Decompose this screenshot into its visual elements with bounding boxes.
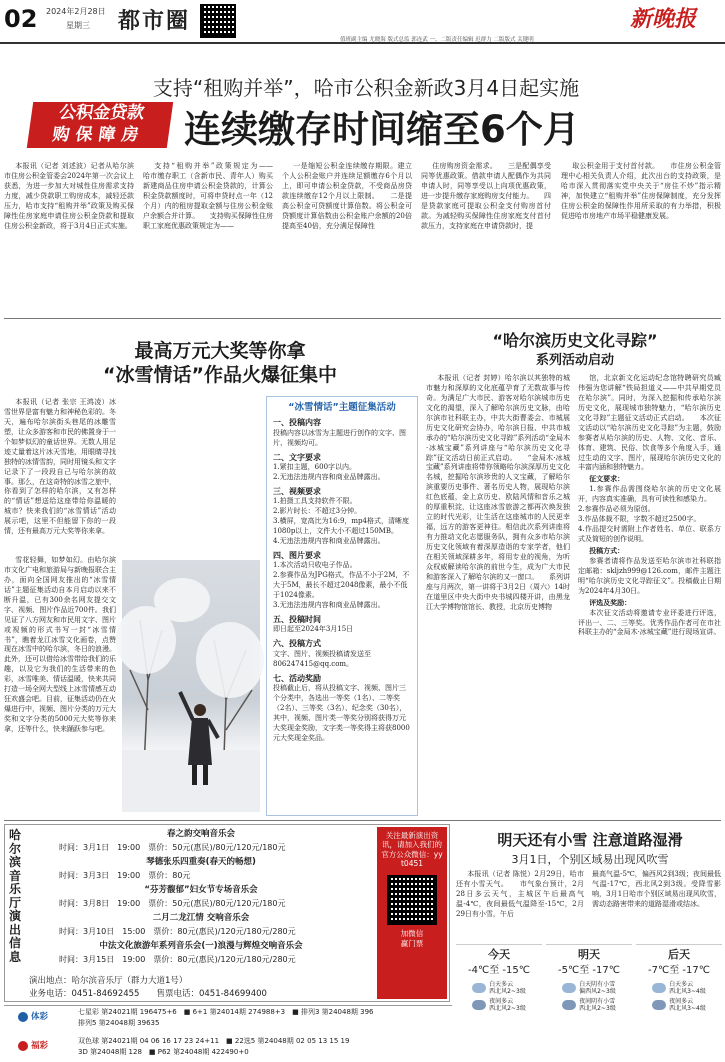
issue-date: 2024年2月28日 <box>46 7 106 16</box>
concert-title: “芬芳馥郁”妇女节专场音乐会 <box>144 885 258 895</box>
lottery-welfare-row-2: 3D 第24048期 128 ■ P62 第24048期 422490+0 <box>78 1048 249 1056</box>
weather-subtitle: 3月1日，个别区域易出现风吹雪 <box>511 853 669 866</box>
history-eval-title: 评选及奖励： <box>589 598 632 607</box>
lottery-welfare-icon <box>18 1041 28 1051</box>
concert-time: 时间：3月3日 19:00 票价：80元 <box>59 871 191 880</box>
lead-column-1: 本报讯（记者 刘述波）记者从哈尔滨市住房公积金管委会2024年第一次会议上获悉，为进一步加大对城性住房需求支持力度，减少贷款职工购房成本，减轻还款压力，哈市支持“租购并举”政策及购买保障性住房家庭申请住房公积金贷款和提取住房公积金新政，将于3月4日正式实施。 <box>4 162 134 230</box>
forecast-day-name: 后天 <box>668 948 690 961</box>
ice-box-heading: 一、投稿内容 <box>273 418 321 428</box>
ice-box-heading: 六、投稿方式 <box>273 639 321 649</box>
lead-main-title: 连续缴存时间缩至6个月 <box>184 108 580 151</box>
forecast-day-condition: 白天多云 <box>489 980 514 988</box>
concert-time: 时间：3月1日 19:00 票价：50元(惠民)/80元/120元/180元 <box>59 843 286 852</box>
ice-title-2: “冰雪情话”作品火爆征集中 <box>103 364 337 386</box>
cloud-icon <box>652 983 666 993</box>
lottery-welfare-label: 福彩 <box>18 1040 48 1052</box>
concert-qr-text: 关注最新演出资讯，请加入我们的官方公众微信：yyt0451 <box>381 831 443 869</box>
history-title-1: “哈尔滨历史文化寻踪” <box>492 331 658 350</box>
section-title: 都市圈 <box>118 9 191 34</box>
concert-time: 时间：3月15日 19:00 票价：80元(惠民)/120元/180元/280元 <box>59 955 296 964</box>
night-cloud-icon <box>472 1000 486 1010</box>
concert-qr-panel <box>377 827 447 999</box>
lead-column-3: 一是缩短公积金连续缴存期限。建立个人公积金账户并连续足额缴存6个月以上，即可申请公积金贷款，不受商品房贷款连续缴存12个月以上限制。 二是提高公积金可贷额度计算倍数。将公积金可贷额度计算倍数由公积金账户余额的20倍提高至40倍，充分满足保障性 <box>282 162 412 230</box>
lottery-sports-row-2: 排列5 第24048期 39635 <box>78 1019 160 1027</box>
concert-venue: 演出地点：哈尔滨音乐厅（群力大道1号） <box>29 976 188 986</box>
lottery-welfare-row: 双色球 第24021期 04 06 16 17 23 24+11 ■ 22选5 第24048期 02 05 13 15 19 <box>78 1037 350 1045</box>
cloud-icon <box>562 983 576 993</box>
ice-title-1: 最高万元大奖等你拿 <box>134 340 306 362</box>
forecast-day <box>456 944 542 1028</box>
concert-time: 时间：3月8日 19:00 票价：50元(惠民)/80元/120元/180元 <box>59 899 286 908</box>
ice-box-heading: 三、视频要求 <box>273 486 321 496</box>
ice-box-text: 文字、图片、视频投稿请发送至806247415@qq.com。 <box>273 649 371 668</box>
night-cloud-icon <box>562 1000 576 1010</box>
page-number: 02 <box>4 5 38 33</box>
concert-title: 春之韵交响音乐会 <box>166 829 235 839</box>
lead-tag-line1: 公积金贷款 <box>57 103 146 123</box>
concert-list <box>29 827 373 967</box>
ice-box-text: 1.本次活动只收电子作品。 2.参赛作品为JPG格式，作品不小于2M，不大于5M，最长不超过2048像素，最小不低于1024像素。 3.无违法违规内容和商业品牌露出。 <box>273 561 410 610</box>
forecast-night-wind: 西北风3~4级 <box>669 1005 706 1013</box>
concert-panel <box>4 824 450 1002</box>
history-submit-title: 投稿方式： <box>589 546 625 555</box>
divider <box>4 820 721 821</box>
forecast-day-name: 明天 <box>578 948 600 961</box>
forecast-day-wind: 偏西风2~3级 <box>579 987 616 995</box>
paper-logo: 新晚报 <box>630 6 697 32</box>
ice-box-items <box>273 417 411 743</box>
ice-box-heading: 四、图片要求 <box>273 551 321 560</box>
weather-column-2: 最高气温-5℃，偏西风2到3级；夜间最低气温-17℃，西北风2到3级。受降雪影响，3月1日哈市个别区域易出现风吹雪，需动态路害带来的道路湿滑或结冰。 <box>592 870 721 908</box>
issue-weekday: 星期三 <box>66 21 90 30</box>
concert-qr-label: 加微信 赢门票 <box>400 928 424 949</box>
lottery-sports-icon <box>18 1012 28 1022</box>
forecast-day <box>636 944 722 1028</box>
lead-column-2: 支持“租购并举”政策规定为—— 哈市缴存职工（含新市民、青年人）购买新建商品住房申请公积金贷款的，计算公积金贷款额度时，可将申贷时点一年（12个月）内的租房提取金额与住房公积金账户余额合并计算。 支持购买保障性住房职工家庭优惠政策规定为—— <box>143 162 287 230</box>
night-cloud-icon <box>652 1000 666 1010</box>
history-req-title: 征文要求： <box>589 475 625 484</box>
lottery-sports-row: 七星彩 第24021期 196475+6 ■ 6+1 第24014期 274988+3 ■ 排列3 第24048期 396 <box>78 1008 374 1016</box>
lead-column-5: 取公积金用于支付首付款。 市住房公积金管理中心相关负责人介绍，此次出台的支持政策，是哈市深入贯彻落实党中央关于“房住不炒”指示精神，加快建立“租购并举”住房保障制度，充分发挥住房公积金的保障性作用所采取的有力举措，积极促进哈市房地产市场平稳健康发展。 <box>561 162 721 220</box>
ice-box-text: 投稿截止后，将从投稿文字、视频、图片三个分类中，各选出一等奖（1名）、二等奖（2名）、三等奖（3名）、纪念奖（30名），其中，视频、图片类一等奖分别将获得万元大奖现金奖励，文字类一等奖得主将获8000元大奖现金奖品。 <box>273 683 410 742</box>
forecast-day-condition: 白天多云 <box>669 980 694 988</box>
ice-box-text: 即日起至2024年3月15日 <box>273 625 354 634</box>
lead-tag-line2: 购保障房 <box>51 125 147 145</box>
forecast-day-wind: 西北风2~3级 <box>489 987 526 995</box>
ice-box-title: “冰雪情话”主题征集活动 <box>288 402 396 413</box>
ice-box-text: 1.紧扣主题，600字以内。 2.无违法违规内容和商业品牌露出。 <box>273 463 385 482</box>
concert-qr-code <box>387 875 437 925</box>
lead-headline: 支持“租购并举”，哈市公积金新政3月4日起实施 <box>152 76 580 100</box>
ice-box-text: 1.拍摄工具支持软件不限。 2.影片时长：不超过3分钟。 3.横屏，宽高比为16:9，mp4格式，清晰度1080p以上，文件大小不超过150MB。 4.无违法违规内容和商业品牌露出。 <box>273 497 409 546</box>
lead-tag <box>27 102 173 148</box>
concert-phone: 业务电话：0451-84692455 售票电话：0451-84699400 <box>29 989 267 999</box>
history-column-2: 馆，北京新文化运动纪念馆特聘研究员臧伟强为您讲解“铁局担道义——中共早期党员在哈尔滨”。同时，为深入挖掘和传承哈尔滨历史文化，展现城市独特魅力，“哈尔滨历史文化寻踪”主题征文活动正式启动。 本次征文活动以“哈尔滨历史文化寻踪”为主题，鼓励参赛者从哈尔滨的历史、人物、文化、音乐、体育、建筑、民俗、饮食等多个角度入手，通过生动的文字、图片，展现哈尔滨历史文化的丰富内涵和独特魅力。 征文要求： 1.参赛作品需围绕哈尔滨的历史文化展开，内容真实准确，具有可读性和感染力。 2.参赛作品必须为原创。 3.作品体裁不限，字数不超过2500字。 4.作品提交时需附上作者姓名、单位、联系方式及简短的创作说明。 投稿方式： 参赛者请将作品发送至哈尔滨市社科联指定邮箱：skljzh999@126.com，邮件主题注明“哈尔滨历史文化寻踪征文”。投稿截止日期为2024年4月30日。 评选及奖励： 本次征文活动将邀请专业评委进行评选，评出一、二、三等奖。优秀作品作者可在市社科联主办的“金局木·冰城宝藏”进行现场宣讲。 <box>578 374 721 637</box>
ice-body-lower: 雪花轻舞，如梦如幻。由哈尔滨市文化广电和旅游局与新晚报联合主办，面向全国网友推出的“冰雪情话”主题征集活动自本月启动以来不断升温，已有300余名网友提交文字、视频、图片作品近700件。我们见证了八方网友和市民用文字、图片或视频的形式书写一封“冰雪情书”，瞧着龙江冰雪文化画卷，点赞现在冰雪中的哈尔滨，冬日的浪漫。此外，还可以借给冰雪带给我们的乐趣，以及它为我们的生活带来的色彩，冰雪唯美、情话温暖，快来共同打造一场全网大型线上冰雪情感互动狂欢盛会吧。目前，征集活动仍在火爆进行中，视频、图片分类的万元大奖和文字分类的5000元大奖等你来拿，还等什么，快来踊跃参与吧。 <box>4 556 116 733</box>
staff-credits: 值班副主编 尤晓海 版式总监 郭连武 一、二版责任编辑 迟群力 二版版式 关键明 <box>340 37 534 43</box>
history-req: 1.参赛作品需围绕哈尔滨的历史文化展开，内容真实准确，具有可读性和感染力。 2.参赛作品必须为原创。 3.作品体裁不限，字数不超过2500字。 4.作品提交时需附上作者姓名、单位、联系方式及简短的创作说明。 <box>578 485 721 543</box>
weather-title: 明天还有小雪 注意道路湿滑 <box>497 831 683 849</box>
cloud-icon <box>472 983 486 993</box>
ice-call-box <box>266 396 418 816</box>
forecast-temp: -7℃至 -17℃ <box>648 964 710 976</box>
history-column-1: 本报讯（记者 封婷）哈尔滨以其独特的城市魅力和深厚的文化底蕴孕育了无数故事与传奇。为满足广大市民、游客对哈尔滨城市历史文化的渴望，深入了解哈尔滨历史文脉，由哈尔滨市社科联主办，中共大街曹委会、市城展历史文化研究会协办，哈尔滨日报、中共市城承办的“哈尔滨历史文化寻踪”系列活动“金局木·冰城宝藏”系列讲座与“哈尔滨历史文化寻踪”征文活动日前正式启动。 “金局木·冰城宝藏”系列讲座将带你领略哈尔滨深厚历史文化名城，挖掘哈尔滨珍贵的人文宝藏，了解哈尔滨重要历史事件、著名历史人物，展现哈尔滨红色底蕴，金上京历史、欧陆风情和音乐之城的厚重积淀，让这座冰雪旅游之都再次焕发独立的时代光彩，让生活在这座城市的人民更幸福，远方的游客更神往。相信此次系列讲座将有力推动文化志愿服务队，拥有众多市哈尔滨历史文化领域有着深厚造诣的专家学者，他们在相关领域深耕多年，将用专业的视角，为听众权威解读哈尔滨的前世今生，成为广大市民和游客深入了解哈尔滨的又一窗口。 系列讲座与月两次，第一讲将于3月2日（周六）14时在道里区中央大街中央书城四楼开讲，由黑龙江大学博物馆馆长、教授，北京历史博物 <box>426 374 570 611</box>
concert-time: 时间：3月10日 15:00 票价：80元(惠民)/120元/180元/280元 <box>59 927 296 936</box>
forecast-temp: -4℃至 -15℃ <box>468 964 530 976</box>
weather-column-1: 本报讯（记者 陈悦）2月29日，哈市还有小雪天气。 市气象台预计，2月28日多云天气，主城区午后最高气温-4℃，夜间最低气温降至-15℃，2月29日有小雪，午后 <box>456 870 584 918</box>
concert-title: 二月二龙江情 交响音乐会 <box>152 913 250 923</box>
forecast-night-condition: 夜间多云 <box>489 998 514 1006</box>
snow-photo <box>122 560 260 812</box>
history-eval: 本次征文活动将邀请专业评委进行评选，评出一、二、三等奖。优秀作品作者可在市社科联主办的“金局木·冰城宝藏”进行现场宣讲。 <box>578 608 721 637</box>
ice-box-heading: 五、投稿时间 <box>273 615 321 625</box>
concert-side-title: 哈尔滨音乐厅演出信息 <box>8 828 21 964</box>
forecast-night-wind: 西北风2~3级 <box>579 1005 616 1013</box>
divider <box>4 1005 452 1006</box>
forecast-day-condition: 白天阴有小雪 <box>579 980 616 988</box>
forecast-night-condition: 夜间阴有小雪 <box>579 998 616 1006</box>
forecast-day-wind: 西北风3~4级 <box>669 987 706 995</box>
weather-forecast <box>456 944 722 1028</box>
forecast-night-condition: 夜间多云 <box>669 998 694 1006</box>
forecast-temp: -5℃至 -17℃ <box>558 964 620 976</box>
forecast-day <box>546 944 632 1028</box>
forecast-day-name: 今天 <box>488 948 510 961</box>
ice-box-text: 投稿内容以冰雪为主题进行创作的文字、图片、视频均可。 <box>273 428 406 447</box>
ice-box-heading: 七、活动奖励 <box>273 673 321 683</box>
ice-body-upper: 本报讯（记者 张宗 王鸿凌）冰雪世界是富有魅力和神秘色彩的。冬天，遍布哈尔滨街头巷尾的冰雕雪塑，让众多游客和市民的佛置身于一个如梦似幻的童话世界。无数人用足迹丈量着这片冰天雪地，用眼睛寻找独特的冰情雪韵，同时用镜头和文字记录下了一段段自己与哈尔滨的故事。那么，在这奇特的冰雪之旅中，你看到了怎样的哈尔滨，又有怎样的“情话”想送给这座带给你温暖的城市？快来我们的“冰雪情话”活动展示吧，这里不但能留下你的一段情，还有最高万元大奖等你来拿。 <box>4 398 116 536</box>
lottery-sports-label: 体彩 <box>18 1011 48 1023</box>
concert-title: 中法文化旅游年系列音乐会(一)浪漫与辉煌交响音乐会 <box>99 941 303 951</box>
snow-scene <box>122 560 260 812</box>
ice-box-heading: 二、文字要求 <box>273 452 321 462</box>
history-title-2: 系列活动启动 <box>535 353 614 368</box>
concert-title: 琴德张乐四重奏(春天的畅想) <box>146 857 256 867</box>
divider <box>4 318 721 319</box>
lead-column-4: 住房购房资金需求。 三是配偶享受同等优惠政策。借款申请人配偶作为共同申请人时，同等享受以上向项优惠政策，进一步提升缴存家庭购房支付能力。 四是贷款家庭可提取公积金支付购房首付款。为减轻购买保障性住房家庭支付首付款压力，支持家庭在申请贷款时，提 <box>421 162 551 230</box>
page-header <box>0 0 725 44</box>
forecast-night-wind: 西北风2~3级 <box>489 1005 526 1013</box>
header-qr-code <box>200 4 236 38</box>
history-submit: 参赛者请将作品发送至哈尔滨市社科联指定邮箱：skljzh999@126.com，邮件主题注明“哈尔滨历史文化寻踪征文”。投稿截止日期为2024年4月30日。 <box>578 556 721 595</box>
